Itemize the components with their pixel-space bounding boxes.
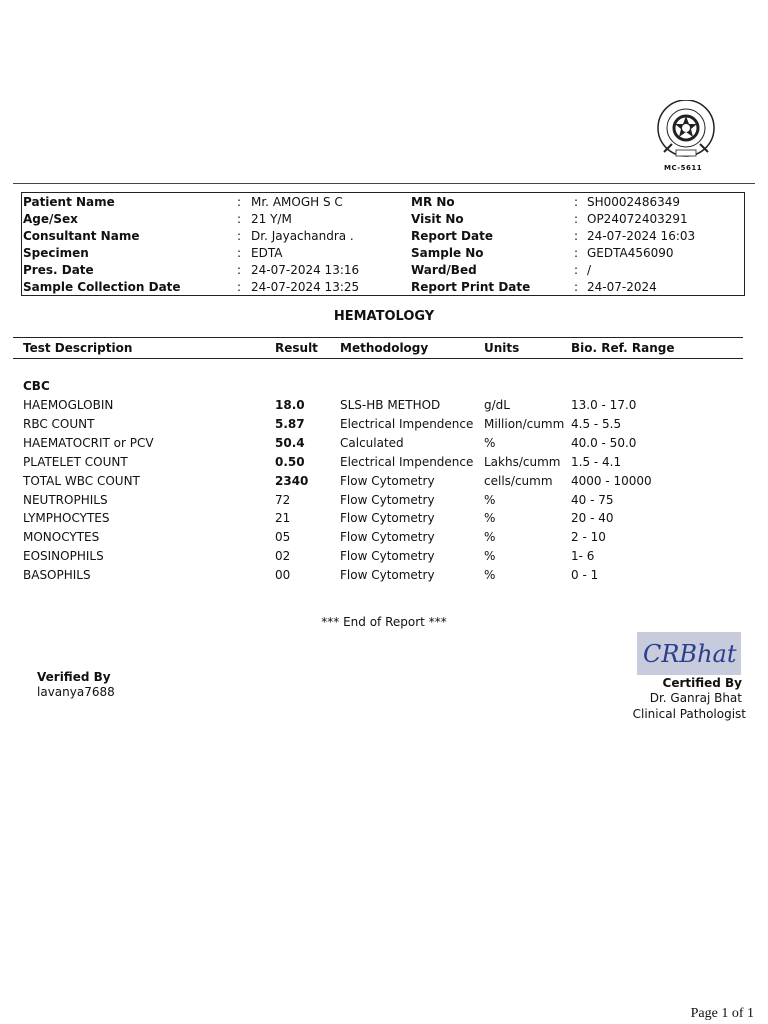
test-method: Electrical Impendence — [340, 416, 474, 431]
test-name: LYMPHOCYTES — [23, 511, 110, 526]
info-label: Ward/Bed — [411, 263, 477, 277]
test-range: 2 - 10 — [571, 530, 606, 545]
table-row — [0, 415, 768, 434]
info-label: Sample No — [411, 246, 484, 260]
info-row — [22, 194, 744, 211]
table-row — [0, 528, 768, 547]
signature-image — [637, 632, 741, 675]
test-units: g/dL — [484, 398, 510, 412]
info-value: 21 Y/M — [251, 212, 292, 226]
info-value: EDTA — [251, 246, 283, 260]
test-units: % — [484, 511, 496, 526]
table-row — [0, 453, 768, 472]
certifier-name: Dr. Ganraj Bhat — [649, 691, 742, 705]
info-label: Report Print Date — [411, 280, 531, 294]
info-colon: : — [574, 263, 579, 277]
table-row — [0, 434, 768, 453]
test-method: Flow Cytometry — [340, 549, 435, 564]
test-name: EOSINOPHILS — [23, 549, 104, 564]
table-row — [0, 509, 768, 528]
certifier-title: Clinical Pathologist — [632, 707, 746, 721]
test-units: % — [484, 530, 496, 545]
col-header-units: Units — [484, 341, 520, 355]
test-range: 1- 6 — [571, 549, 595, 564]
test-range: 4000 - 10000 — [571, 473, 652, 488]
table-header-bottom-rule — [13, 358, 743, 359]
info-colon: : — [237, 263, 242, 277]
info-colon: : — [574, 246, 579, 260]
test-group-label: CBC — [23, 379, 50, 393]
test-units: Lakhs/cumm — [484, 454, 561, 469]
info-colon: : — [574, 195, 579, 209]
test-result: 72 — [275, 492, 291, 507]
test-name: TOTAL WBC COUNT — [23, 473, 140, 488]
certified-by-label: Certified By — [662, 676, 742, 690]
test-units: Million/cumm — [484, 416, 565, 431]
table-row — [0, 547, 768, 566]
col-header-methodology: Methodology — [340, 341, 429, 355]
test-name: BASOPHILS — [23, 568, 91, 583]
info-value: 24-07-2024 13:25 — [251, 280, 360, 294]
table-row — [0, 472, 768, 491]
info-row — [22, 211, 744, 228]
info-value: GEDTA456090 — [587, 246, 674, 260]
test-result: 05 — [275, 530, 291, 545]
info-colon: : — [237, 280, 242, 294]
test-units: % — [484, 435, 496, 450]
info-label: MR No — [411, 195, 455, 209]
info-value: SH0002486349 — [587, 195, 680, 209]
signature-text: CRBhat — [643, 640, 737, 668]
test-method: SLS-HB METHOD — [340, 398, 441, 412]
header-rule — [13, 183, 755, 184]
test-method: Electrical Impendence — [340, 454, 474, 469]
info-value: OP24072403291 — [587, 212, 688, 226]
test-result: 0.50 — [275, 454, 305, 469]
test-range: 13.0 - 17.0 — [571, 398, 637, 412]
info-value: 24-07-2024 13:16 — [251, 263, 360, 277]
test-name: MONOCYTES — [23, 530, 100, 545]
verified-by-label: Verified By — [37, 670, 111, 684]
test-method: Flow Cytometry — [340, 568, 435, 583]
info-label: Visit No — [411, 212, 464, 226]
end-of-report: *** End of Report *** — [321, 615, 447, 629]
test-units: % — [484, 568, 496, 583]
table-row — [0, 396, 768, 415]
test-name: HAEMATOCRIT or PCV — [23, 435, 154, 450]
info-colon: : — [574, 229, 579, 243]
institution-seal-logo — [656, 100, 720, 174]
test-result: 00 — [275, 568, 291, 583]
info-label: Specimen — [23, 246, 89, 260]
info-label: Age/Sex — [23, 212, 78, 226]
info-label: Pres. Date — [23, 263, 94, 277]
section-title: HEMATOLOGY — [333, 309, 435, 324]
info-label: Sample Collection Date — [23, 280, 181, 294]
info-value: Mr. AMOGH S C — [251, 195, 343, 209]
table-header-top-rule — [13, 337, 743, 338]
test-range: 40 - 75 — [571, 492, 614, 507]
test-range: 40.0 - 50.0 — [571, 435, 637, 450]
test-method: Flow Cytometry — [340, 473, 435, 488]
info-colon: : — [237, 212, 242, 226]
test-range: 20 - 40 — [571, 511, 614, 526]
test-name: RBC COUNT — [23, 416, 95, 431]
test-name: HAEMOGLOBIN — [23, 398, 114, 412]
info-label: Consultant Name — [23, 229, 140, 243]
test-units: cells/cumm — [484, 473, 553, 488]
test-result: 18.0 — [275, 398, 305, 412]
test-result: 50.4 — [275, 435, 305, 450]
info-value: / — [587, 263, 592, 277]
info-row — [22, 228, 744, 245]
test-method: Flow Cytometry — [340, 511, 435, 526]
info-row — [22, 262, 744, 279]
col-header-result: Result — [275, 341, 318, 355]
test-units: % — [484, 549, 496, 564]
test-result: 5.87 — [275, 416, 305, 431]
test-name: NEUTROPHILS — [23, 492, 108, 507]
seal-code: MC-5611 — [664, 164, 703, 172]
info-row — [22, 245, 744, 262]
info-label: Report Date — [411, 229, 493, 243]
info-colon: : — [574, 212, 579, 226]
test-range: 4.5 - 5.5 — [571, 416, 622, 431]
test-result: 2340 — [275, 473, 309, 488]
test-method: Flow Cytometry — [340, 492, 435, 507]
info-row — [22, 279, 744, 296]
test-method: Flow Cytometry — [340, 530, 435, 545]
table-row — [0, 566, 768, 585]
info-label: Patient Name — [23, 195, 115, 209]
test-range: 1.5 - 4.1 — [571, 454, 622, 469]
info-value: 24-07-2024 — [587, 280, 657, 294]
test-units: % — [484, 492, 496, 507]
col-header-test: Test Description — [23, 341, 133, 355]
test-result: 02 — [275, 549, 291, 564]
patient-info-box — [21, 192, 745, 296]
test-result: 21 — [275, 511, 291, 526]
info-value: 24-07-2024 16:03 — [587, 229, 696, 243]
test-range: 0 - 1 — [571, 568, 599, 583]
info-colon: : — [237, 195, 242, 209]
page-number: Page 1 of 1 — [690, 1006, 754, 1021]
test-name: PLATELET COUNT — [23, 454, 128, 469]
info-value: Dr. Jayachandra . — [251, 229, 354, 243]
verified-by-name: lavanya7688 — [37, 685, 115, 699]
test-method: Calculated — [340, 435, 404, 450]
info-colon: : — [237, 246, 242, 260]
col-header-range: Bio. Ref. Range — [571, 341, 675, 355]
table-row — [0, 491, 768, 510]
info-colon: : — [237, 229, 242, 243]
info-colon: : — [574, 280, 579, 294]
